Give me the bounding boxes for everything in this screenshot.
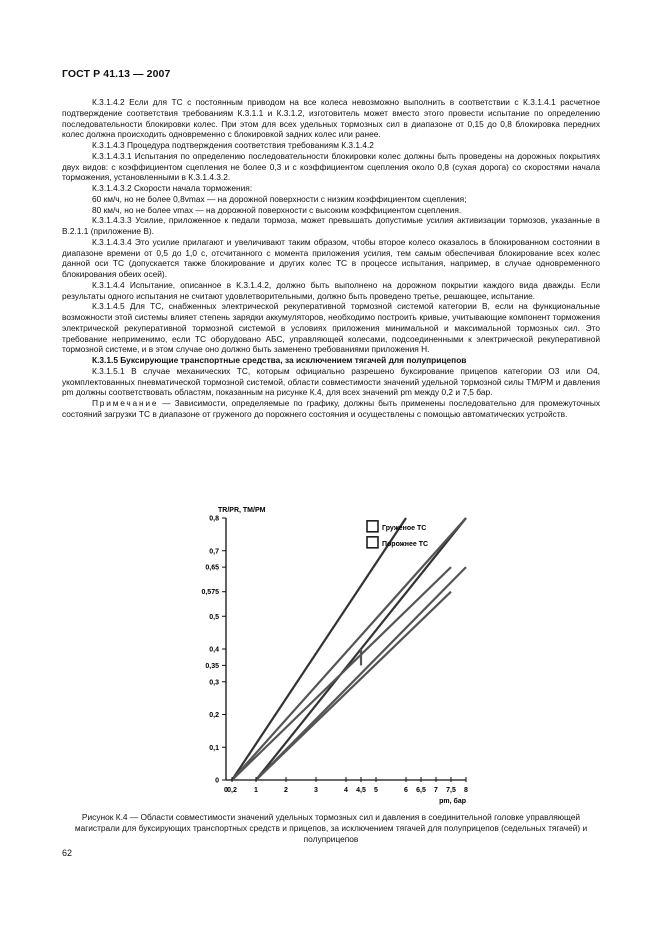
series-line-5: [256, 592, 451, 780]
y-tick-label: 0,1: [209, 744, 219, 752]
y-tick-label: 0,575: [201, 589, 219, 597]
paragraph-k31433: К.3.1.4.3.3 Усилие, приложенное к педали тормоза, может превышать допустимые усилия активизации тормозов, указанные в В.2.1.1 (приложение В).: [62, 215, 600, 236]
y-tick-label: 0,5: [209, 613, 219, 621]
note-label: Примечание: [92, 398, 159, 408]
section-heading-k315: К.3.1.5 Буксирующие транспортные средства, за исключением тягачей для полуприцепов: [92, 355, 467, 365]
document-header: ГОСТ Р 41.13 — 2007: [62, 68, 171, 80]
paragraph-k31434: К.3.1.4.3.4 Это усилие прилагают и увеличивают таким образом, чтобы второе колесо оказалось в блокированном состоянии в диапазоне времени от 0,5 до 1,0 с, отсчитанного с момента приложения усилия, тем самым обеспечивая блокирование всех колес данной оси ТС (допускается также блокирование и других колес ТС в процессе испытания, например, в случае одновременного блокирования обеих осей).: [62, 236, 600, 279]
x-tick-label: 1: [254, 787, 258, 794]
y-tick-label: 0: [215, 777, 219, 785]
x-tick-label: 8: [464, 787, 468, 794]
x-tick-label: 2: [284, 787, 288, 794]
x-tick-label: 7: [434, 787, 438, 794]
paragraph-speed-high: 80 км/ч, но не более vmax — на дорожной поверхности с высоким коэффициентом сцепления.: [92, 204, 462, 215]
x-axis-label: pm, бар: [439, 798, 466, 805]
y-tick-label: 0,8: [209, 515, 219, 523]
legend-swatch-0: [367, 521, 378, 532]
y-tick-label: 0,35: [205, 662, 219, 670]
series-line-2: [232, 567, 451, 780]
x-tick-label: 3: [314, 787, 318, 794]
y-tick-label: 0,2: [209, 712, 219, 719]
paragraph-k31432: К.3.1.4.3.2 Скорости начала торможения:: [92, 183, 253, 193]
note-text: — Зависимости, определяемые по графику, должны быть применены последовательно для промежуточных состояний загрузки ТС в диапазоне от груженого до порожнего состояния и осуществлены с помощью автоматических устройств.: [62, 398, 600, 419]
x-tick-label: 5: [374, 787, 378, 794]
x-tick-label: 7,5: [446, 787, 456, 794]
body-text: [62, 97, 600, 420]
series-line-0: [232, 518, 406, 780]
page-number: 62: [62, 848, 73, 858]
y-tick-label: 0,4: [209, 646, 219, 654]
figure-k4: [190, 500, 490, 810]
series-line-3: [232, 518, 466, 780]
paragraph-k3144: К.3.1.4.4 Испытание, описанное в К.3.1.4.2, должно быть выполнено на дорожном покрытии каждого вида дважды. Если результаты одного испытания не считают удовлетворительными, должно быть проведено третье, решающее, испытание.: [62, 279, 600, 301]
y-axis-label: TR/PR, TM/PM: [218, 507, 266, 514]
x-tick-label: 4: [344, 787, 348, 794]
paragraph-speed-low: 60 км/ч, но не более 0,8vmax — на дорожной поверхности с низким коэффициентом сцепления;: [92, 193, 467, 204]
x-tick-label: 6: [404, 787, 408, 794]
note-paragraph: [62, 398, 600, 420]
paragraph-k31431: К.3.1.4.3.1 Испытания по определению последовательности блокировки колес должны быть проведены на дорожных покрытиях двух видов: с коэффициентом сцепления не более 0,3 и с коэффициентом сцепления около 0,8 (сухая дорога) со скоростями начала торможения, установленными в К.3.1.4.3.2.: [62, 150, 600, 183]
x-tick-label: 0,2: [227, 787, 237, 794]
legend-swatch-1: [367, 537, 378, 548]
paragraph-k3142: К.3.1.4.2 Если для ТС с постоянным приводом на все колеса невозможно выполнить в соответствии с К.3.1.4.1 расчетное подтверждение соответствия требованиям К.3.1.1 и К.3.1.2, изготовитель может вместо этого провести испытание по определению последовательности блокировки колес. При этом для всех удельных тормозных сил в диапазоне от 0,15 до 0,8 блокировка передних колес должна происходить одновременно с блокировкой задних колес или ранее.: [62, 97, 600, 140]
legend-label: Груженое ТС: [382, 524, 427, 532]
y-tick-label: 0,65: [205, 564, 219, 572]
paragraph-k3151: К.3.1.5.1 В случае механических ТС, которым официально разрешено буксирование прицепов категории O3 или O4, укомплектованных пневматической тормозной системой, области совместимости значений удельной тормозной силы TM/PM и давления pm должны соответствовать областям, показанным на рисунке К.4, для всех значений pm между 0,2 и 7,5 бар.: [62, 365, 600, 398]
x-tick-label: 6,5: [416, 787, 426, 794]
paragraph-k3143: К.3.1.4.3 Процедура подтверждения соответствия требованиям К.3.1.4.2: [92, 140, 374, 150]
x-tick-label: 0: [224, 787, 228, 794]
y-tick-label: 0,7: [209, 548, 219, 556]
legend-label: Порожнее ТС: [382, 540, 429, 548]
paragraph-k3145: К.3.1.4.5 Для ТС, снабженных электрической рекуперативной тормозной системой категории В, если на функциональные возможности этой системы влияет степень зарядки аккумуляторов, необходимо построить кривые, учитывающие компонент торможения электрической рекуперативной тормозной системой в условиях приложения минимальной и максимальной тормозных сил. Это требование неприменимо, если ТС оборудовано АБС, управляющей колесами, подсоединенными к электрической рекуперативной тормозной системе, и в этом случае оно должно быть заменено требованиями приложения Н.: [62, 301, 600, 355]
x-tick-label: 4,5: [356, 787, 366, 794]
figure-caption: Рисунок К.4 — Области совместимости значений удельных тормозных сил и давления в соединительной головке управляющей магистрали для буксирующих транспортных средств и прицепов, за исключением тягачей для полуприцепов (седельных тягачей) и полуприцепов: [74, 812, 588, 844]
y-tick-label: 0,3: [209, 679, 219, 687]
compatibility-chart: [190, 500, 490, 810]
